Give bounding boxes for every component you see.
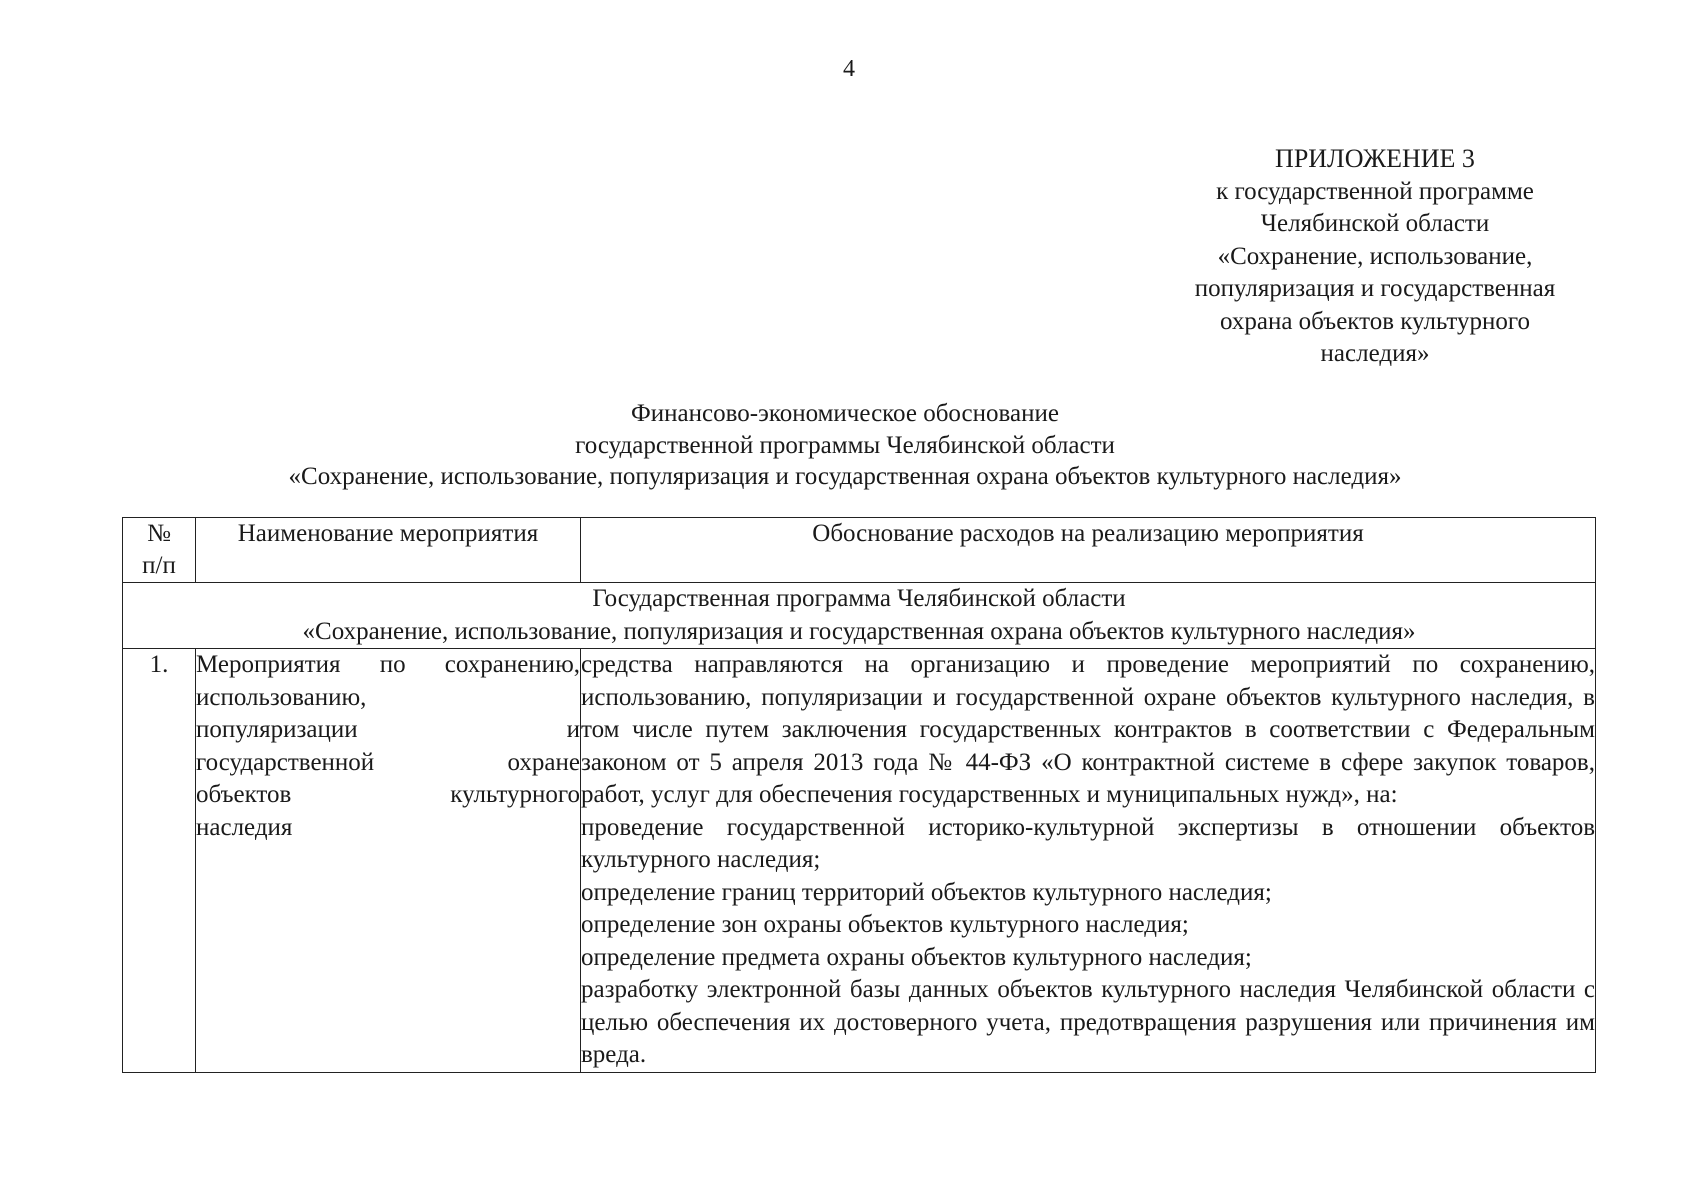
- activity-name-line: объектов культурного: [196, 781, 580, 808]
- header-number-line2: п/п: [142, 552, 176, 579]
- basis-paragraph: проведение государственной историко-культурной экспертизы в отношении объектов культурного наследия;: [581, 813, 1595, 873]
- program-line: «Сохранение, использование, популяризация и государственная охрана объектов культурного наследия»: [302, 617, 1416, 645]
- justification-table: [122, 517, 1596, 1073]
- appendix-title: ПРИЛОЖЕНИЕ 3: [1275, 144, 1475, 173]
- document-title-line: государственной программы Челябинской области: [575, 431, 1115, 459]
- appendix-line: наследия»: [1320, 340, 1430, 367]
- appendix-line: «Сохранение, использование,: [1217, 242, 1533, 270]
- basis-paragraph: определение зон охраны объектов культурного наследия;: [581, 911, 1189, 938]
- basis-paragraph: разработку электронной базы данных объектов культурного наследия Челябинской области с целью обеспечения их достоверного учета, предотвращения разрушения или причинения им вреда.: [581, 976, 1595, 1068]
- program-cell: [123, 583, 1596, 649]
- document-title-line: Финансово-экономическое обоснование: [631, 400, 1059, 427]
- page-number: 4: [843, 56, 855, 82]
- activity-name-line: государственной охране: [196, 748, 580, 776]
- activity-name-line: наследия: [196, 813, 293, 841]
- table-header-row: [123, 518, 1596, 583]
- basis-paragraph: средства направляются на организацию и проведение мероприятий по сохранению, использованию, популяризации и государственной охране объектов культурного наследия, в том числе путем заключения государственных контрактов в соответствии с Федеральным законом от 5 апреля 2013 года № 44-ФЗ «О контрактной системе в сфере закупок товаров, работ, услуг для обеспечения государственных и муниципальных нужд», на:: [581, 651, 1595, 808]
- header-expense-basis: Обоснование расходов на реализацию мероприятия: [581, 518, 1596, 583]
- basis-paragraph: определение предмета охраны объектов культурного наследия;: [581, 943, 1252, 971]
- appendix-line: к государственной программе: [1216, 177, 1534, 205]
- basis-paragraph: определение границ территорий объектов культурного наследия;: [581, 878, 1272, 906]
- row-activity-name: [196, 649, 581, 1073]
- activity-name-line: популяризации и: [196, 716, 580, 743]
- header-number: [123, 518, 196, 583]
- program-line: Государственная программа Челябинской области: [592, 585, 1126, 612]
- row-expense-basis: [581, 649, 1596, 1073]
- document-title: [120, 398, 1570, 493]
- appendix-line: охрана объектов культурного: [1219, 307, 1530, 335]
- header-activity-name: Наименование мероприятия: [196, 518, 581, 583]
- header-number-line1: №: [147, 520, 171, 547]
- activity-name-line: использованию,: [196, 683, 367, 711]
- appendix-line: Челябинской области: [1260, 210, 1490, 237]
- appendix-line: популяризация и государственная: [1194, 275, 1556, 302]
- table-row: [123, 649, 1596, 1073]
- appendix-block: [1140, 143, 1610, 371]
- document-title-line: «Сохранение, использование, популяризация и государственная охрана объектов культурного наследия»: [288, 463, 1402, 490]
- activity-name-line: Мероприятия по сохранению,: [196, 651, 580, 678]
- program-row: [123, 583, 1596, 649]
- row-number: 1.: [123, 649, 196, 1073]
